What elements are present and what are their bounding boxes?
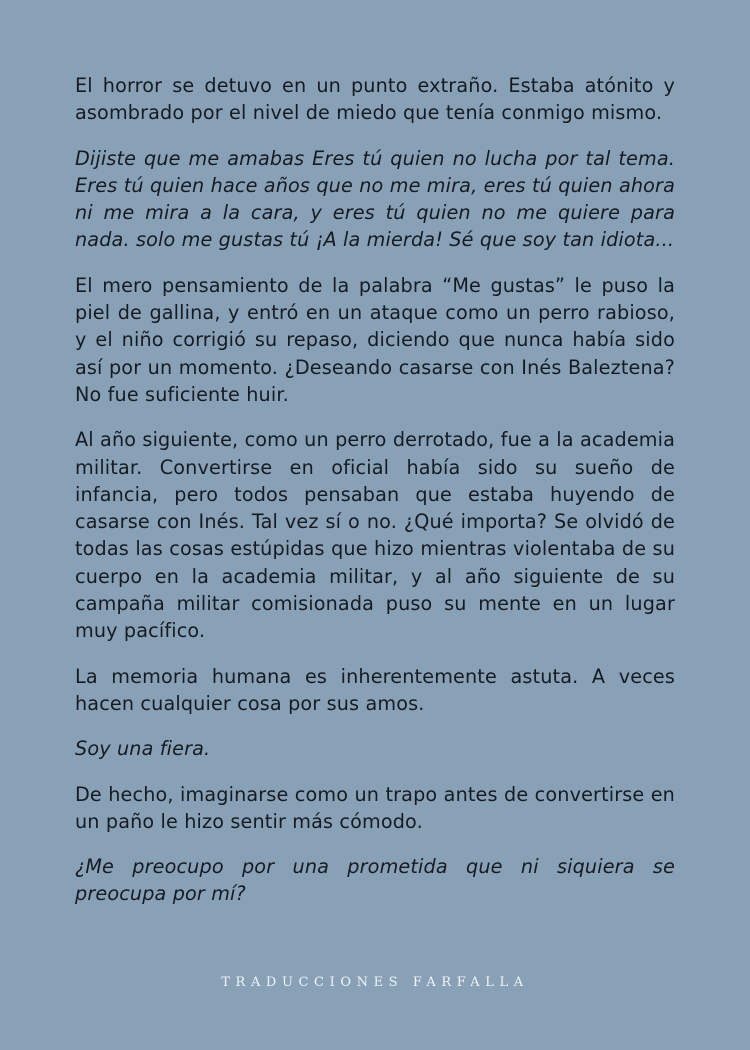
paragraph: La memoria humana es inherentemente astuta. A veces hacen cualquier cosa por sus amos. — [75, 664, 675, 715]
paragraph-italic: ¿Me preocupo por una prometida que ni siquiera se preocupa por mí? — [75, 855, 675, 906]
document-body — [75, 72, 675, 926]
paragraph: El horror se detuvo en un punto extraño. Estaba atónito y asombrado por el nivel de miedo que tenía conmigo mismo. — [75, 74, 675, 125]
footer-credit: TRADUCCIONES FARFALLA — [221, 975, 529, 990]
paragraph: El mero pensamiento de la palabra “Me gustas” le puso la piel de gallina, y entró en un ataque como un perro rabioso, y el niño corrigió su repaso, diciendo que nunca había sido así por un momento. ¿Deseando casarse con Inés Baleztena? No fue suficiente huir. — [75, 273, 675, 406]
paragraph: De hecho, imaginarse como un trapo antes de convertirse en un paño le hizo sentir más cómodo. — [75, 782, 675, 833]
paragraph-italic: Dijiste que me amabas Eres tú quien no lucha por tal tema. Eres tú quien hace años que no me mira, eres tú quien ahora ni me mira a la cara, y eres tú quien no me quiere para nada. solo me gustas tú ¡A la mierda! Sé que soy tan idiota... — [75, 146, 675, 252]
paragraph: Al año siguiente, como un perro derrotado, fue a la academia militar. Convertirse en oficial había sido su sueño de infancia, pero todos pensaban que estaba huyendo de casarse con Inés. Tal vez sí o no. ¿Qué importa? Se olvidó de todas las cosas estúpidas que hizo mientras violentaba de su cuerpo en la academia militar, y al año siguiente de su campaña militar comisionada puso su mente en un lugar muy pacífico. — [75, 428, 675, 643]
paragraph-italic: Soy una fiera. — [75, 737, 211, 761]
